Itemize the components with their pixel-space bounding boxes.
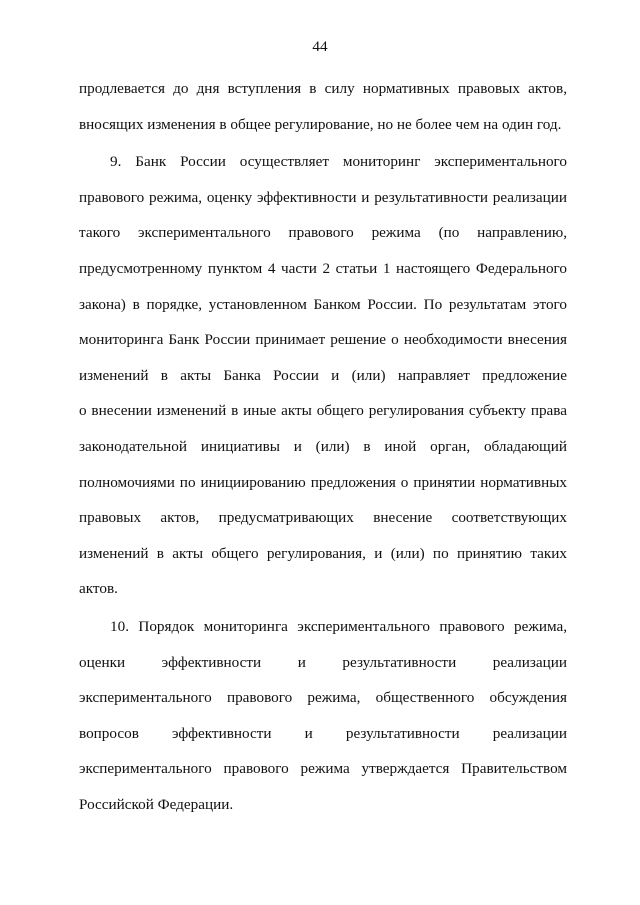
text-line: такого экспериментального правового режима (по направлению, xyxy=(79,224,567,242)
text-line: предусмотренному пунктом 4 части 2 статьи 1 настоящего Федерального xyxy=(79,259,567,277)
text-line: Российской Федерации. xyxy=(79,795,234,813)
document-body xyxy=(79,71,567,822)
text-line: вопросов эффективности и результативности реализации xyxy=(79,724,567,742)
page-number: 44 xyxy=(312,38,328,55)
text-line: закона) в порядке, установленном Банком России. По результатам этого xyxy=(79,295,567,313)
text-line: 9. Банк России осуществляет мониторинг экспериментального xyxy=(110,153,567,171)
paragraph-continuation xyxy=(79,71,567,142)
text-line: вносящих изменения в общее регулирование, но не более чем на один год. xyxy=(79,115,562,133)
text-line: оценки эффективности и результативности реализации xyxy=(79,653,567,671)
text-line: правового режима, оценку эффективности и результативности реализации xyxy=(79,188,567,206)
text-line: продлевается до дня вступления в силу нормативных правовых актов, xyxy=(79,80,567,97)
paragraph-9 xyxy=(79,144,567,607)
text-line: экспериментального правового режима, общественного обсуждения xyxy=(79,689,567,707)
text-line: актов. xyxy=(79,580,118,598)
text-line: изменений в акты общего регулирования, и (или) по принятию таких xyxy=(79,544,567,562)
text-line: изменений в акты Банка России и (или) направляет предложение xyxy=(79,366,567,384)
text-line: законодательной инициативы и (или) в иной орган, обладающий xyxy=(79,437,567,455)
text-line: мониторинга Банк России принимает решение о необходимости внесения xyxy=(79,331,567,349)
paragraph-10 xyxy=(79,609,567,823)
text-line: о внесении изменений в иные акты общего регулирования субъекту права xyxy=(79,402,567,420)
text-line: полномочиями по инициированию предложения о принятии нормативных xyxy=(79,473,567,491)
text-line: 10. Порядок мониторинга экспериментального правового режима, xyxy=(110,617,567,635)
text-line: правовых актов, предусматривающих внесение соответствующих xyxy=(79,509,567,527)
text-line: экспериментального правового режима утверждается Правительством xyxy=(79,760,567,778)
